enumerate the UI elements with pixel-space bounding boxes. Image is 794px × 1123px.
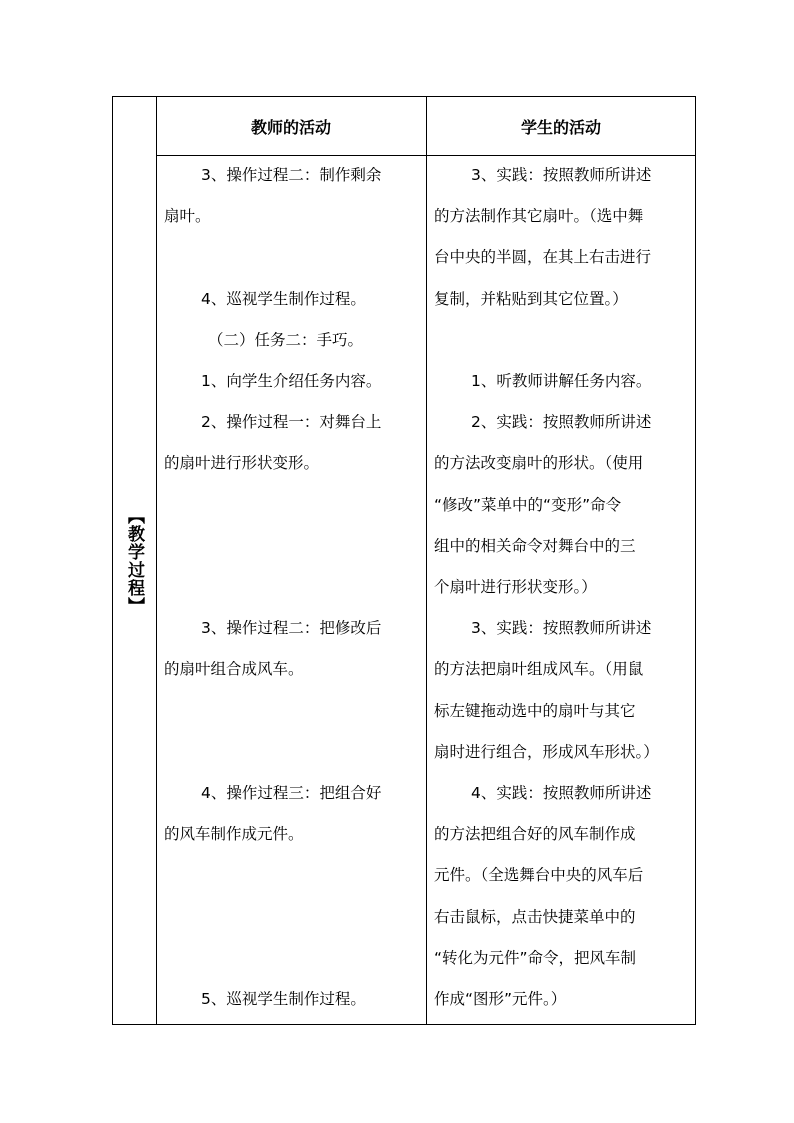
text-line: 2、操作过程一：对舞台上	[201, 413, 382, 432]
text-line: 的方法制作其它扇叶。（选中舞	[434, 207, 644, 226]
spacer	[164, 938, 426, 979]
text-line: 3、实践：按照教师所讲述	[471, 166, 652, 184]
spacer	[164, 855, 426, 896]
text-line: 作成“图形”元件。）	[434, 990, 567, 1009]
side-label	[113, 97, 156, 1024]
column-divider	[426, 97, 427, 1024]
text-line: 组中的相关命令对舞台中的三	[434, 536, 636, 555]
text-line: 的方法把扇叶组成风车。（用鼠	[434, 660, 644, 679]
text-line: 标左键拖动选中的扇叶与其它	[434, 701, 636, 720]
text-line: 右击鼠标，点击快捷菜单中的	[434, 907, 636, 926]
header-teacher: 教师的活动	[250, 117, 331, 137]
text-line: 4、巡视学生制作过程。	[201, 289, 366, 308]
column-divider	[156, 97, 157, 1024]
text-line: 扇叶。	[164, 207, 211, 226]
text-line: 的扇叶组合成风车。	[164, 660, 304, 679]
lesson-table	[112, 96, 696, 1025]
header-student: 学生的活动	[520, 117, 601, 137]
text-line: 扇时进行组合，形成风车形状。）	[434, 742, 659, 761]
text-line: 的方法改变扇叶的形状。（使用	[434, 454, 644, 473]
student-activities	[434, 155, 692, 1020]
spacer	[164, 897, 426, 938]
text-line: 个扇叶进行形状变形。）	[434, 578, 597, 597]
spacer	[164, 567, 426, 608]
text-line: 5、巡视学生制作过程。	[201, 989, 366, 1008]
text-line: 元件。（全选舞台中央的风车后	[434, 866, 644, 885]
text-line: 的方法把组合好的风车制作成	[434, 825, 636, 844]
text-line: 台中央的半圆，在其上右击进行	[434, 248, 652, 267]
text-line: 3、操作过程二：制作剩余	[201, 166, 382, 184]
spacer	[164, 485, 426, 526]
text-line: 复制，并粘贴到其它位置。）	[434, 289, 628, 308]
text-line: 的风车制作成元件。	[164, 825, 304, 844]
spacer	[164, 732, 426, 773]
text-line: “转化为元件”命令，把风车制	[434, 948, 637, 967]
spacer	[164, 691, 426, 732]
text-line: 4、实践：按照教师所讲述	[471, 784, 652, 803]
text-line: 1、向学生介绍任务内容。	[201, 372, 382, 390]
teacher-activities	[164, 155, 426, 1020]
text-line: 2、实践：按照教师所讲述	[471, 413, 652, 432]
text-line: （二）任务二：手巧。	[208, 330, 364, 349]
text-line: 1、听教师讲解任务内容。	[471, 372, 652, 390]
text-line: 3、实践：按照教师所讲述	[471, 619, 652, 638]
spacer	[434, 320, 692, 361]
text-line: 4、操作过程三：把组合好	[201, 783, 382, 802]
text-line: 3、操作过程二：把修改后	[201, 619, 382, 638]
side-label-text: 【教学过程】	[124, 506, 144, 615]
text-line: “修改”菜单中的“变形”命令	[434, 495, 622, 514]
spacer	[164, 237, 426, 278]
spacer	[164, 526, 426, 567]
text-line: 的扇叶进行形状变形。	[164, 454, 320, 473]
